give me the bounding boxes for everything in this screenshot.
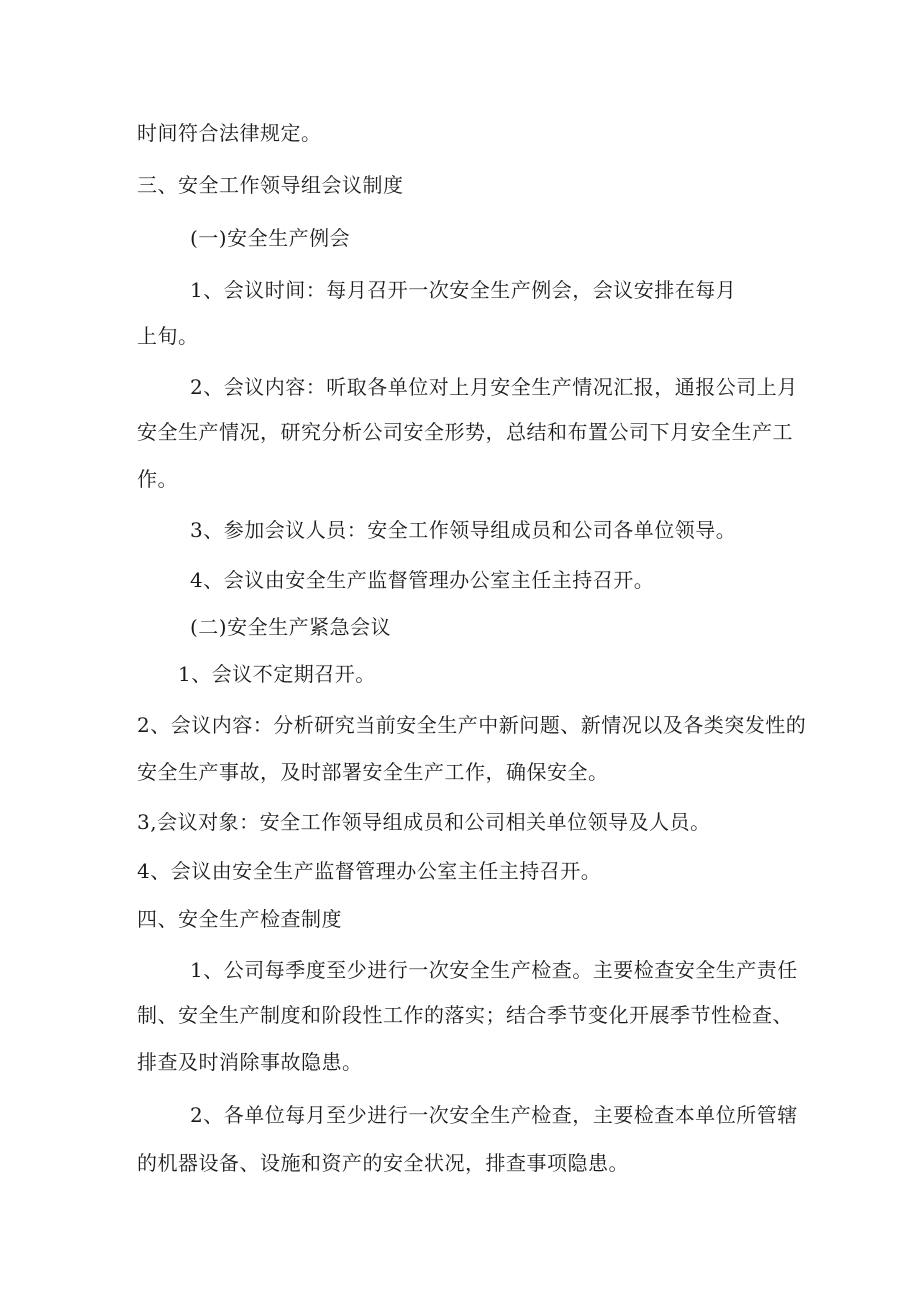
text-line: 制、安全生产制度和阶段性工作的落实；结合季节变化开展季节性检查、 [137,1003,793,1027]
text-line: 时间符合法律规定。 [137,121,322,145]
text-line: 4、会议由安全生产监督管理办公室主任主持召开。 [137,859,602,883]
text-line: 1、公司每季度至少进行一次安全生产检查。主要检查安全生产责任 [190,958,798,982]
subsection-heading: (二)安全生产紧急会议 [190,615,392,639]
text-line: 2、各单位每月至少进行一次安全生产检查，主要检查本单位所管辖 [190,1103,798,1127]
text-line: 1、会议不定期召开。 [178,662,376,686]
text-line: 排查及时消除事故隐患。 [137,1050,363,1074]
section-heading: 三、安全工作领导组会议制度 [137,173,404,197]
section-heading: 四、安全生产检查制度 [137,907,342,931]
text-line: 的机器设备、设施和资产的安全状况，排查事项隐患。 [137,1151,629,1175]
text-line: 安全生产事故，及时部署安全生产工作，确保安全。 [137,760,609,784]
text-line: 安全生产情况，研究分析公司安全形势，总结和布置公司下月安全生产工 [137,420,793,444]
text-line: 3,会议对象：安全工作领导组成员和公司相关单位领导及人员。 [137,810,711,834]
text-line: 4、会议由安全生产监督管理办公室主任主持召开。 [190,568,655,592]
text-line: 1、会议时间：每月召开一次安全生产例会，会议安排在每月 [190,278,737,302]
text-line: 2、会议内容：听取各单位对上月安全生产情况汇报，通报公司上月 [190,375,798,399]
text-line: 上旬。 [137,324,199,348]
text-line: 2、会议内容：分析研究当前安全生产中新问题、新情况以及各类突发性的 [137,713,807,737]
text-line: 作。 [137,467,178,491]
subsection-heading: (一)安全生产例会 [190,226,351,250]
text-line: 3、参加会议人员：安全工作领导组成员和公司各单位领导。 [190,518,737,542]
